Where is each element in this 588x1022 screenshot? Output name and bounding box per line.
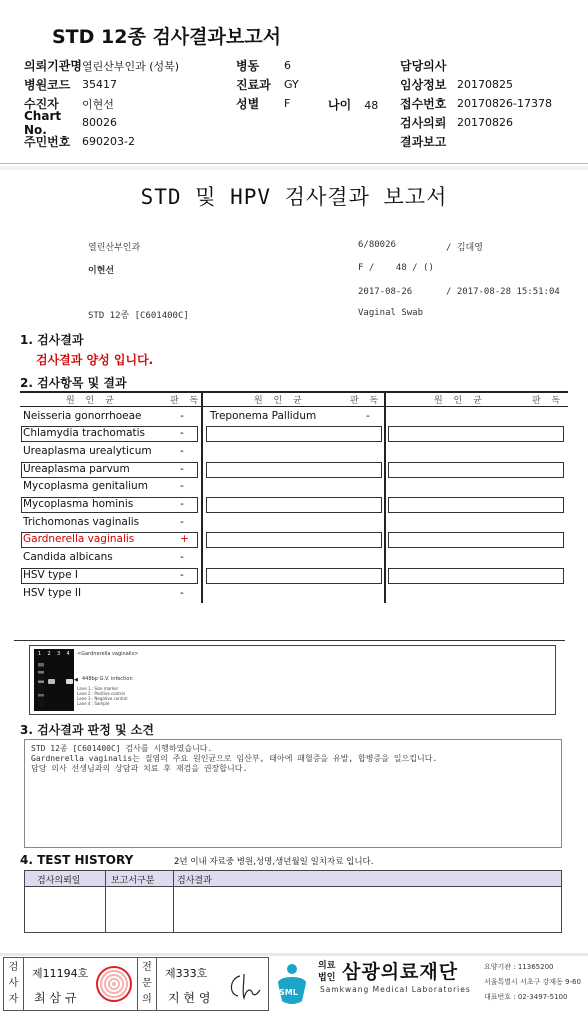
col2-result-treponema: - [366,410,370,422]
empty-result-box [388,568,564,584]
empty-result-box [206,497,382,513]
organism-result: - [180,498,184,510]
gel-lane-number: 1 [38,651,42,657]
header-left-value: 690203-2 [82,135,135,148]
gel-band-label: 448bp G.V. infection [82,676,133,682]
stamp-seal [96,966,132,1002]
organism-name: Ureaplasma urealyticum [23,444,152,457]
organism-result: - [180,462,184,475]
col1-header-organism: 원 인 균 [66,396,118,406]
empty-result-box [206,532,382,548]
page-title: STD 12종 검사결과보고서 [52,26,281,48]
organism-name: Mycoplasma genitalium [23,480,148,493]
sign2-label-char: 전 [142,962,152,973]
table-bottom-rule [14,640,565,641]
org-prefix [318,960,335,984]
report-date-received: 2017-08-26 [358,287,413,297]
sign2-label-char: 문 [142,978,152,989]
report-hospital: 열린산부인과 [88,243,141,253]
age-value: 48 [364,99,379,112]
gel-legend-line: Lane 2 : Positive control [77,691,125,696]
gel-legend [77,686,127,706]
sign1-label [4,958,24,1010]
result-summary: 검사결과 양성 입니다. [36,353,154,367]
col1-header-result: 판 독 [170,396,203,406]
report-specimen: Vaginal Swab [358,308,424,318]
header-right [400,56,585,151]
report-date-reported: / 2017-08-28 15:51:04 [446,287,560,297]
header-mid-row [236,56,396,75]
header-right-label: 검사의뢰 [400,116,447,130]
sign1-label-char: 검 [8,962,19,973]
header-right-row [400,94,585,113]
header-right-value: 20170825 [457,78,513,91]
header-mid-label: 성별 [236,97,260,111]
header-mid-label: 병동 [236,59,260,73]
history-col-divider-1 [105,871,106,932]
header-right-row [400,132,585,151]
sml-logo-icon [272,959,312,1005]
gel-band-positive [48,679,55,684]
header-right-row [400,75,585,94]
section1-title: 1. 검사결과 [20,333,84,347]
header-right-label: 임상정보 [400,78,447,92]
header-left-value: 35417 [82,78,117,91]
sign1-license: 제11194호 [32,967,89,980]
header-left-label: 병원코드 [24,78,71,92]
sml-text: SML [279,988,298,997]
org-prefix-line: 법인 [318,973,336,983]
organism-result: - [180,568,184,581]
gel-legend-line: Lane 4 : Sample [77,701,110,706]
organism-result: - [180,586,184,599]
sign2-license: 제333호 [165,967,208,980]
opinion-line: 담당 의사 선생님과의 상담과 치료 후 재검을 권장합니다. [31,764,248,773]
header-left-label: 주민번호 [24,135,71,149]
age-label: 나이 [328,98,352,112]
history-col-result: 검사결과 [177,876,212,886]
header-divider [0,163,588,164]
history-note: 2년 이내 자료중 병원,성명,생년월일 일치자료 입니다. [174,857,374,867]
gel-band-sample [66,679,73,684]
header-left-value: 이현선 [82,97,114,111]
org-en-name: Samkwang Medical Laboratories [320,985,471,994]
opinion-box [24,739,562,848]
header-right-value: 20170826-17378 [457,97,552,110]
col2-header-result: 판 독 [350,396,383,406]
company-logo [272,959,312,1005]
header-mid-row [236,75,396,94]
section4-title: 4. TEST HISTORY [20,853,134,867]
organism-name: Chlamydia trachomatis [23,427,146,440]
organism-result: - [180,480,184,493]
organism-result: - [180,444,184,457]
header-left-value: 80026 [82,116,117,129]
org-code: 요양기관 : 11365200 [484,963,554,971]
footer-divider [0,953,588,956]
header-left-row [24,56,234,75]
report-ward-chart: 6/80026 [358,240,396,250]
gel-lane-number: 2 [47,651,51,657]
header-left-label: 수진자 [24,97,59,111]
organism-name: Trichomonas vaginalis [23,515,140,528]
sign2-label-char: 의 [142,994,152,1005]
organism-name: Neisseria gonorrhoeae [23,409,142,422]
header-left-value: 열린산부인과 (성북) [82,59,180,73]
organism-name: Mycoplasma hominis [23,498,134,510]
section2-title: 2. 검사항목 및 결과 [20,376,127,390]
report-title: STD 및 HPV 검사결과 보고서 [140,185,448,209]
sign2-label [137,958,157,1010]
org-name: 삼광의료재단 [342,961,459,983]
history-col-divider-2 [173,871,174,932]
report-sex-age: F / 48 / () [358,263,434,273]
org-tel: 대표번호 : 02-3497-5100 [484,993,568,1001]
header-right-row [400,56,585,75]
col2-organism-treponema: Treponema Pallidum [210,410,317,422]
sign2-name: 지 현 영 [168,991,211,1005]
gel-image [34,649,74,711]
organism-name: HSV type II [23,586,82,599]
history-col-date: 검사의뢰일 [37,876,81,886]
sign1-name: 최 삼 규 [34,991,77,1005]
header-left-row [24,132,234,151]
header-left [24,56,234,151]
empty-result-box [206,568,382,584]
report-test-code: STD 12종 [C601400C] [88,311,189,321]
header-right-row [400,113,585,132]
header-shadow [0,166,588,170]
col3-header-organism: 원 인 균 [434,396,486,406]
empty-result-box [388,426,564,442]
empty-result-box [388,462,564,478]
empty-result-box [388,532,564,548]
organism-result: - [180,427,184,440]
header-mid-label: 진료과 [236,78,271,92]
organism-result: - [180,551,184,564]
org-prefix-line: 의료 [318,961,336,971]
report-patient: 이현선 [88,266,115,276]
organism-name: HSV type I [23,568,78,581]
history-table [24,870,562,933]
header-right-label: 담당의사 [400,59,447,73]
header-mid-value: F [284,97,291,110]
header-right-label: 결과보고 [400,135,447,149]
section3-title: 3. 검사결과 판정 및 소견 [20,723,154,737]
header-left-row [24,108,234,137]
gel-arrow: ◀ [74,677,78,683]
signature-box [3,957,269,1011]
header-mid-value: GY [284,78,299,91]
col2-header-organism: 원 인 균 [254,396,306,406]
empty-result-box [206,426,382,442]
table-header-rule [20,406,568,407]
report-doctor: / 김대영 [446,243,483,253]
table-col-divider-1 [201,391,203,603]
gel-caption: <Gardnerella vaginalis> [77,651,139,657]
opinion-line: STD 12종 [C601400C] 검사를 시행하였습니다. [31,744,213,753]
gel-legend-line: Lane 1 : Size marker [77,686,119,691]
col3-header-result: 판 독 [532,396,565,406]
header-left-label: Chart No. [24,108,62,137]
organism-result: - [180,409,184,422]
organism-name: Gardnerella vaginalis [23,533,135,546]
organism-result: - [180,515,184,528]
organism-result: + [180,533,189,546]
gel-lane-number: 3 [57,651,61,657]
table-col-divider-2 [384,391,386,603]
header-left-label: 의뢰기관명 [24,59,82,73]
header-mid-value: 6 [284,59,291,72]
header-left-row [24,75,234,94]
age-field [328,94,378,113]
organism-name: Candida albicans [23,551,113,564]
gel-band-marker [38,663,44,707]
header-right-value: 20170826 [457,116,513,129]
empty-result-box [206,462,382,478]
history-col-type: 보고서구분 [111,876,155,886]
sign1-label-char: 자 [8,994,19,1005]
results-table [20,391,568,603]
org-address: 서울특별시 서초구 강재동 9-60 [484,978,581,986]
empty-result-box [388,497,564,513]
header-right-label: 접수번호 [400,97,447,111]
gel-lane-number: 4 [66,651,70,657]
organism-name: Ureaplasma parvum [23,462,130,475]
gel-legend-line: Lane 3 : Negative control [77,696,128,701]
sign1-label-char: 사 [8,978,19,989]
opinion-line: Gardnerella vaginalis는 질염의 주요 원인균으로 임산부, 태아에 패혈증을 유발, 합병증을 일으킵니다. [31,754,438,763]
handwritten-signature [226,972,264,1002]
gel-image-panel [29,645,556,715]
